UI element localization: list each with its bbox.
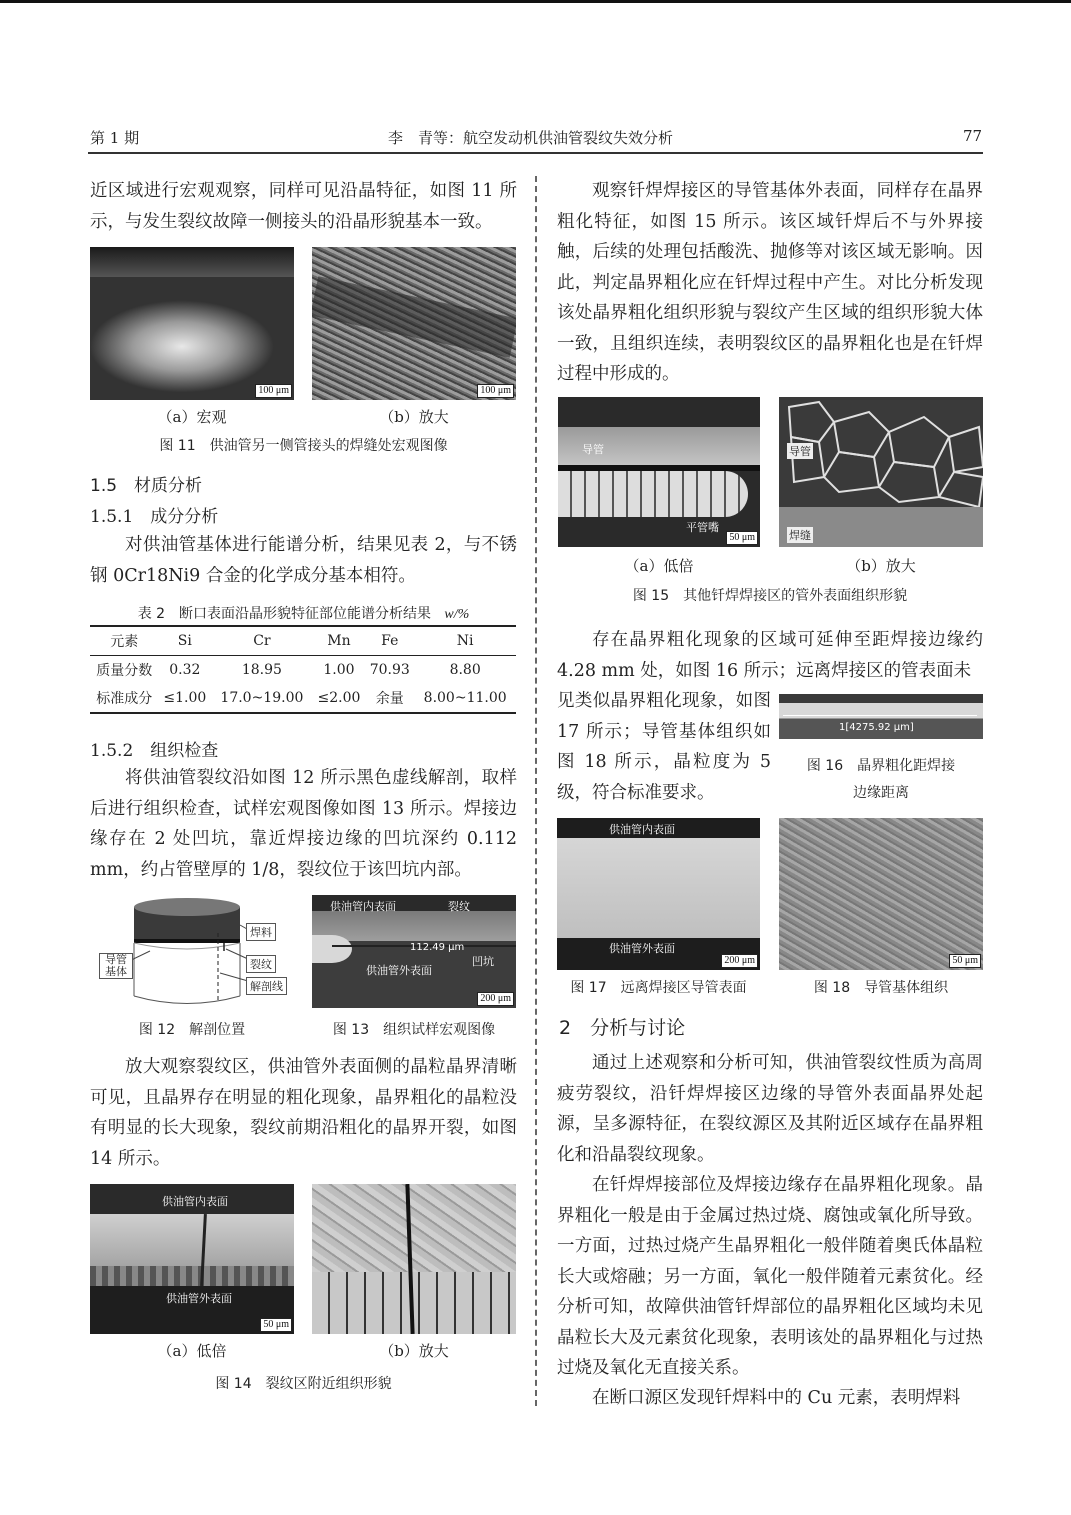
figure-caption: 图 13 组织试样宏观图像 xyxy=(332,1022,496,1038)
table-cell: Cr xyxy=(253,633,271,649)
paragraph: 观察钎焊焊接区的导管基体外表面，同样存在晶界粗化特征，如图 15 所示。该区域钎焊后不与外界接触，后续的处理包括酸洗、抛修等对该区域无影响。因此，判定晶界粗化应在钎焊过程中产生。对比分析发现该处晶界粗化组织形貌与裂纹产生区域的组织形貌大体一致，且组织连续，表明裂纹区的晶界粗化也是在钎焊过程中形成的。 xyxy=(557,181,983,384)
scale-bar: 100 μm xyxy=(477,384,514,398)
top-border xyxy=(0,0,1071,3)
table-cell: 18.95 xyxy=(241,662,282,678)
table-cell: 1.00 xyxy=(323,662,355,678)
paragraph: 在钎焊焊接部位及焊接边缘存在晶界粗化现象。晶界粗化一般是由于金属过热过烧、腐蚀或氧化所导致。一方面，过热过烧产生晶界粗化一般伴随着奥氏体晶粒长大或熔融；另一方面，氧化一般伴随着元素贫化。经分析可知，故障供油管钎焊部位的晶界粗化区域均未见晶粒长大及元素贫化现象，表明该处的晶界粗化与过热过烧及氧化无直接关系。 xyxy=(557,1175,983,1378)
figure-caption: 图 16 晶界粗化距焊接 xyxy=(806,758,956,774)
subcaption: （a）低倍 xyxy=(624,557,694,575)
table-cell: 8.00~11.00 xyxy=(423,690,507,706)
fig12-diagram xyxy=(90,893,294,1008)
table-caption xyxy=(90,603,517,623)
paragraph: 见类似晶界粗化现象，如图 17 所示；导管基体组织如图 18 所示，晶粒度为 5 级，符合标准要求。 xyxy=(557,691,771,803)
table-cell: 0.32 xyxy=(169,662,201,678)
table-header-row xyxy=(90,626,516,656)
subcaption: （b）放大 xyxy=(379,408,449,426)
label-crack: 裂纹 xyxy=(246,955,276,973)
label-measurement: 1[4275.92 μm] xyxy=(839,722,914,733)
table-cell: 17.0~19.00 xyxy=(220,690,304,706)
column-divider xyxy=(535,176,537,1406)
table-caption-text: 表 2 断口表面沿晶形貌特征部位能谱分析结果 xyxy=(137,606,432,622)
figure-caption: 图 12 解剖位置 xyxy=(138,1022,246,1038)
subsection-heading: 1.5.1 成分分析 xyxy=(90,507,219,527)
table-cell: 标准成分 xyxy=(96,691,153,707)
label-flat-nozzle: 平管嘴 xyxy=(686,521,719,534)
subcaption: （b）放大 xyxy=(379,1342,449,1360)
section-heading: 2 分析与讨论 xyxy=(559,1017,686,1039)
label-tube: 导管 xyxy=(789,445,811,458)
fig15b-zoom-image xyxy=(779,397,983,547)
figure-caption: 边缘距离 xyxy=(853,785,909,801)
fig11a-macro-image xyxy=(90,247,294,400)
label-pit: 凹坑 xyxy=(472,955,494,968)
section-heading: 1.5 材质分析 xyxy=(90,476,203,496)
table-cell: ≤2.00 xyxy=(317,690,361,706)
figure-caption: 图 18 导管基体组织 xyxy=(813,980,949,996)
paragraph: 在断口源区发现钎焊料中的 Cu 元素，表明焊料 xyxy=(592,1388,961,1408)
table-cell: ≤1.00 xyxy=(163,690,207,706)
fig14b-zoom-image xyxy=(312,1184,516,1334)
figure-caption: 图 14 裂纹区附近组织形貌 xyxy=(215,1376,392,1392)
scale-bar: 50 μm xyxy=(726,531,758,545)
table-cell: 8.80 xyxy=(449,662,481,678)
label-solder: 焊料 xyxy=(246,923,276,941)
label-outer-surface: 供油管外表面 xyxy=(366,964,432,977)
header-rule xyxy=(88,152,983,154)
paragraph: 将供油管裂纹沿如图 12 所示黑色虚线解剖，取样后进行组织检查，试样宏观图像如图 13 所示。焊接边缘存在 2 处凹坑，靠近焊接边缘的凹坑深约 0.112 mm，约占管壁厚的 1/8，裂纹位于该凹坑内部。 xyxy=(90,768,517,880)
issue-number: 第 1 期 xyxy=(90,129,140,147)
subsection-heading: 1.5.2 组织检查 xyxy=(90,741,219,761)
fig13-specimen-image xyxy=(312,895,516,1008)
fig18-matrix-image xyxy=(779,818,983,970)
paragraph: 近区域进行宏观观察，同样可见沿晶特征，如图 11 所示，与发生裂纹故障一侧接头的沿晶形貌基本一致。 xyxy=(90,181,517,232)
fig17-surface-image xyxy=(557,818,760,970)
label-crack: 裂纹 xyxy=(448,900,470,913)
table-cell: 70.93 xyxy=(369,662,410,678)
table-cell: 余量 xyxy=(375,691,404,707)
table-row xyxy=(90,656,516,685)
label-outer-surface: 供油管外表面 xyxy=(166,1292,232,1305)
label-inner-surface: 供油管内表面 xyxy=(609,823,675,836)
table-row xyxy=(90,684,516,713)
paragraph: 放大观察裂纹区，供油管外表面侧的晶粒晶界清晰可见，且晶界存在明显的粗化现象，晶界粗化的晶粒没有明显的长大现象，裂纹前期沿粗化的晶界开裂，如图 14 所示。 xyxy=(90,1057,517,1169)
table-cell: Ni xyxy=(456,633,474,649)
scale-bar: 100 μm xyxy=(255,384,292,398)
scale-bar: 200 μm xyxy=(721,954,758,968)
label-inner-surface: 供油管内表面 xyxy=(330,900,396,913)
label-inner-surface: 供油管内表面 xyxy=(162,1195,228,1208)
subcaption: （a）低倍 xyxy=(157,1342,227,1360)
table-cell: 质量分数 xyxy=(96,663,153,679)
label-depth: 112.49 μm xyxy=(410,942,465,953)
fig15a-low-mag-image xyxy=(558,397,760,547)
label-weld: 焊缝 xyxy=(789,529,811,542)
paragraph: 对供油管基体进行能谱分析，结果见表 2，与不锈钢 0Cr18Ni9 合金的化学成分基本相符。 xyxy=(90,535,517,586)
subcaption: （b）放大 xyxy=(846,557,916,575)
fig16-measure-image xyxy=(779,694,983,739)
label-tube: 导管 xyxy=(582,443,604,456)
running-title: 李 青等：航空发动机供油管裂纹失效分析 xyxy=(388,129,674,147)
paragraph: 通过上述观察和分析可知，供油管裂纹性质为高周疲劳裂纹，沿钎焊焊接区边缘的导管外表面晶界处起源，呈多源特征，在裂纹源区及其附近区域存在晶界粗化和沿晶裂纹现象。 xyxy=(557,1053,983,1165)
scale-bar: 50 μm xyxy=(949,954,981,968)
grain-boundary-pattern xyxy=(779,397,983,547)
figure-caption: 图 11 供油管另一侧管接头的焊缝处宏观图像 xyxy=(159,438,448,454)
page-number: 77 xyxy=(963,127,983,145)
fig11b-zoom-image xyxy=(312,247,516,400)
paragraph: 存在晶界粗化现象的区域可延伸至距焊接边缘约 4.28 mm 处，如图 16 所示；远离焊接区的管表面未 xyxy=(557,630,983,681)
label-outer-surface: 供油管外表面 xyxy=(609,942,675,955)
scale-bar: 200 μm xyxy=(477,992,514,1006)
scale-bar: 50 μm xyxy=(260,1318,292,1332)
subcaption: （a）宏观 xyxy=(157,408,227,426)
table-2 xyxy=(90,625,516,714)
table-cell: Fe xyxy=(381,633,399,649)
label-cut-line: 解剖线 xyxy=(246,977,287,995)
table-cell: Si xyxy=(177,633,192,649)
label-tube-base: 导管 基体 xyxy=(99,953,133,979)
figure-caption: 图 15 其他钎焊焊接区的管外表面组织形貌 xyxy=(632,588,908,604)
fig14a-low-mag-image xyxy=(90,1184,294,1334)
table-cell: 元素 xyxy=(110,634,139,650)
table-cell: Mn xyxy=(327,633,351,649)
table-unit: w/% xyxy=(444,607,470,622)
figure-caption: 图 17 远离焊接区导管表面 xyxy=(570,980,747,996)
